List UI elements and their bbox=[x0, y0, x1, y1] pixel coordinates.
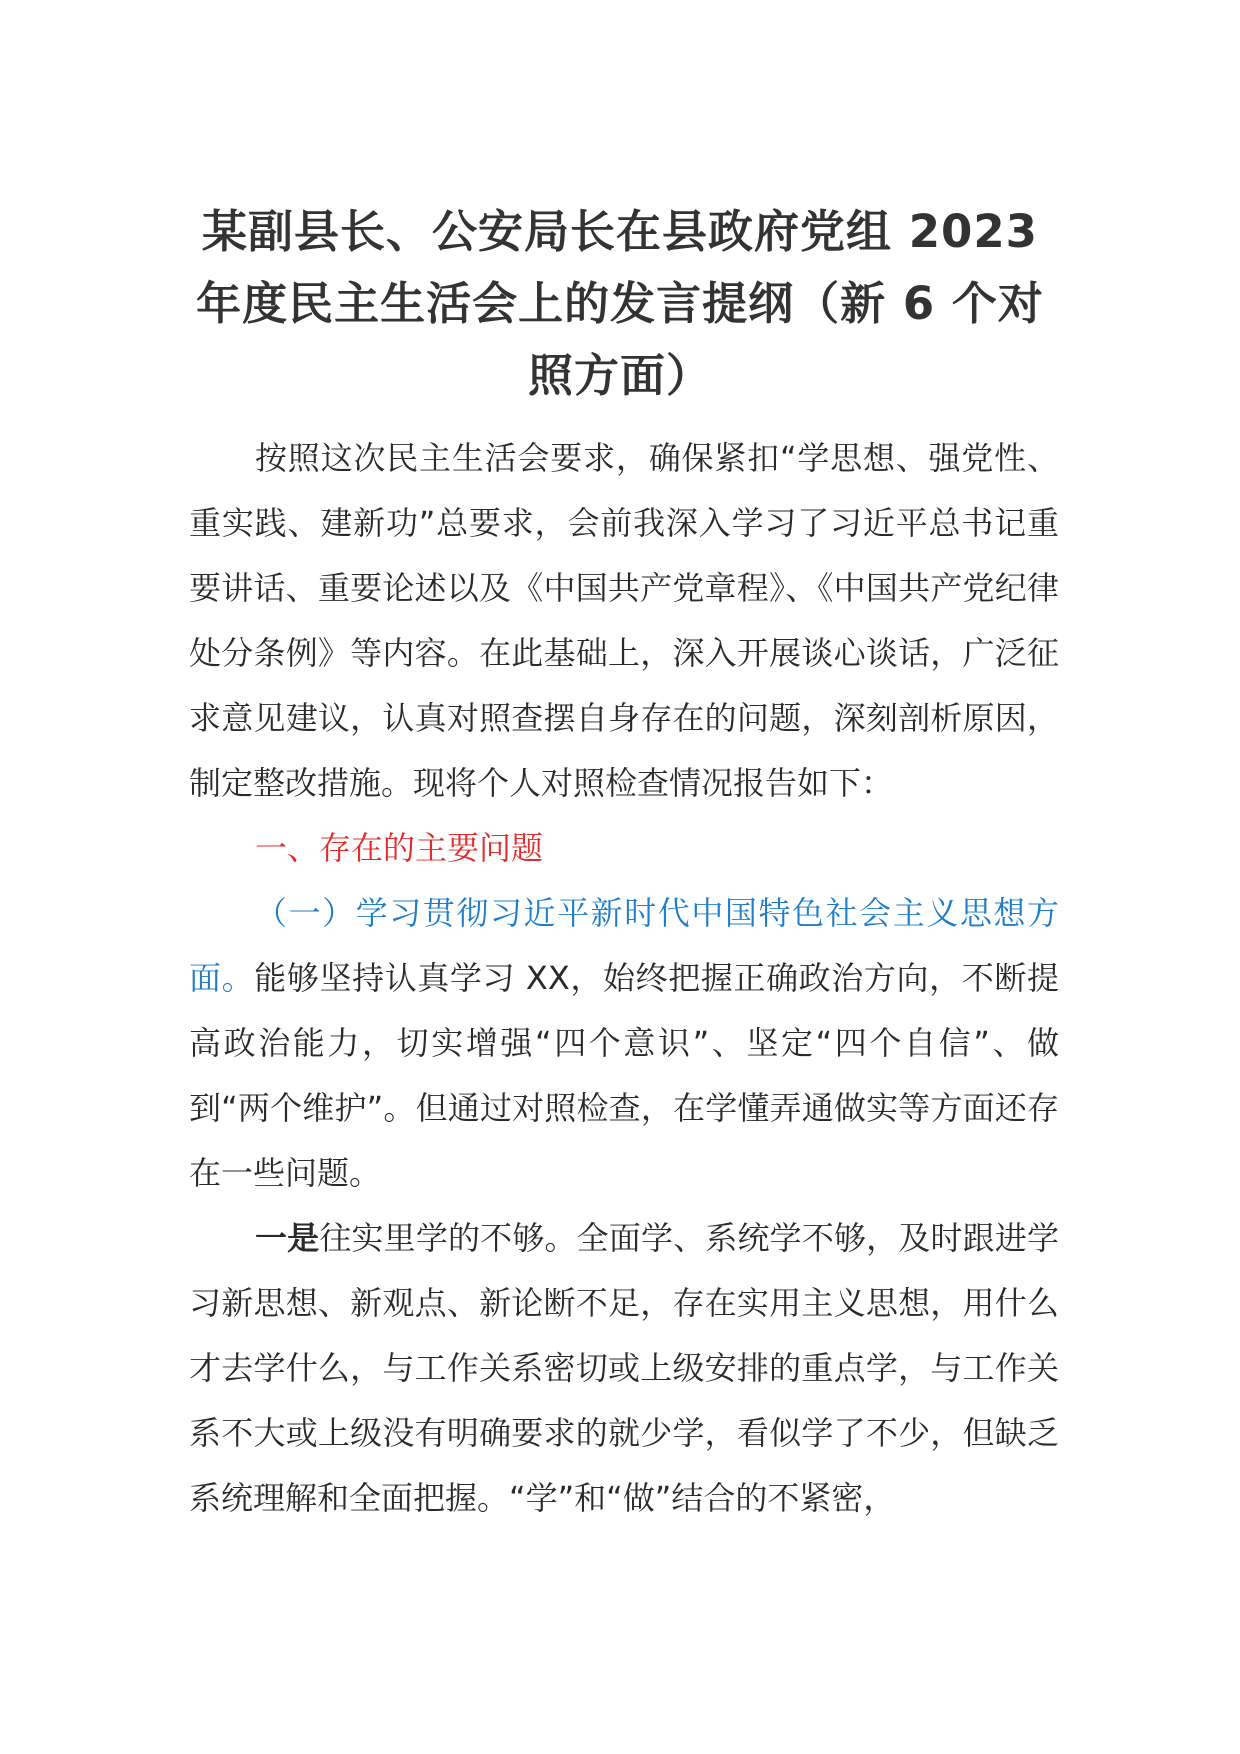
point-one-lead: 一是 bbox=[255, 1219, 320, 1257]
intro-paragraph: 按照这次民主生活会要求，确保紧扣“学思想、强党性、重实践、建新功”总要求，会前我深入学习了习近平总书记重要讲话、重要论述以及《中国共产党章程》、《中国共产党纪律处分条例》等内容。在此基础上，深入开展谈心谈话，广泛征求意见建议，认真对照查摆自身存在的问题，深刻剖析原因，制定整改措施。现将个人对照检查情况报告如下： bbox=[189, 439, 1059, 802]
subsection-paragraph bbox=[189, 881, 1059, 1206]
section-heading bbox=[189, 816, 1059, 881]
document-body bbox=[189, 426, 1059, 1531]
section-heading-text: 一、存在的主要问题 bbox=[255, 829, 544, 867]
document-title: 某副县长、公安局长在县政府党组 2023 年度民主生活会上的发言提纲（新 6 个对照方面） bbox=[196, 205, 1044, 402]
point-one-paragraph bbox=[189, 1206, 1059, 1531]
subsection-text: 能够坚持认真学习 XX，始终把握正确政治方向，不断提高政治能力，切实增强“四个意识”、坚定“四个自信”、做到“两个维护”。但通过对照检查，在学懂弄通做实等方面还存在一些问题。 bbox=[189, 959, 1059, 1192]
point-one-text: 往实里学的不够。全面学、系统学不够，及时跟进学习新思想、新观点、新论断不足，存在实用主义思想，用什么才去学什么，与工作关系密切或上级安排的重点学，与工作关系不大或上级没有明确要求的就少学，看似学了不少，但缺乏系统理解和全面把握。“学”和“做”结合的不紧密， bbox=[189, 1219, 1059, 1517]
subsection-heading: （一）学习贯彻习近平新时代中国特色社会主义思想方面。 bbox=[189, 894, 1059, 997]
